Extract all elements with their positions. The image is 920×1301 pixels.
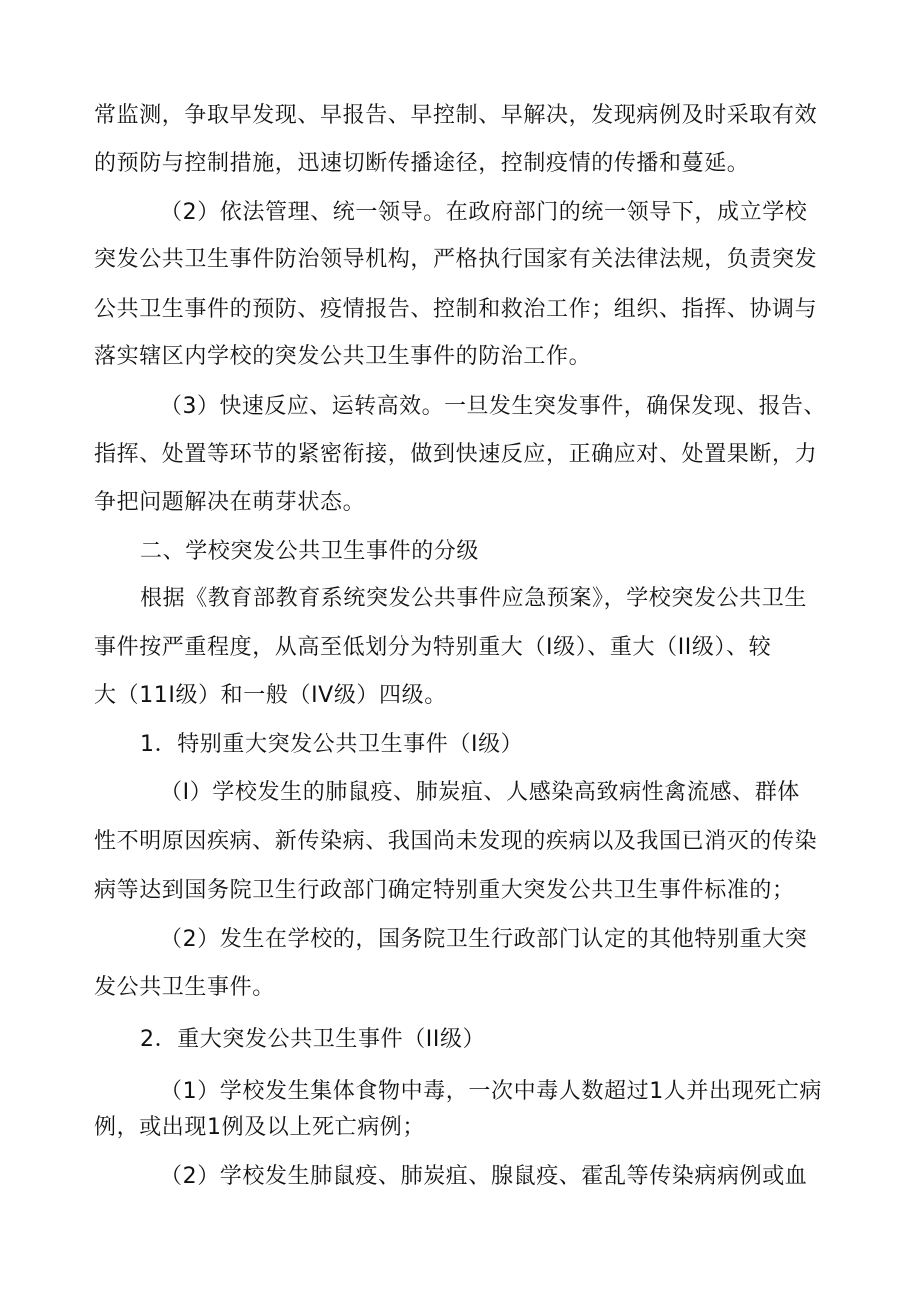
text-line-8: 指挥、处置等环节的紧密衔接，做到快速反应，正确应对、处置果断，力: [94, 442, 818, 467]
subsection-heading-1: 1．特别重大突发公共卫生事件（I级）: [140, 732, 524, 757]
text-line-2: 的预防与控制措施，迅速切断传播途径，控制疫情的传播和蔓延。: [94, 151, 750, 176]
text-line-6: 落实辖区内学校的突发公共卫生事件的防治工作。: [94, 344, 592, 369]
text-line-15: （I）学校发生的肺鼠疫、肺炭疽、人感染高致病性禽流感、群体: [160, 780, 800, 805]
text-line-12: 事件按严重程度，从高至低划分为特别重大（I级）、重大（II级）、较: [94, 635, 772, 660]
text-line-23: （2）学校发生肺鼠疫、肺炭疽、腺鼠疫、霍乱等传染病病例或血: [160, 1164, 808, 1189]
text-line-5: 公共卫生事件的预防、疫情报告、控制和救治工作；组织、指挥、协调与: [94, 297, 818, 322]
section-heading: 二、学校突发公共卫生事件的分级: [140, 539, 480, 564]
text-line-19: 发公共卫生事件。: [94, 975, 275, 1000]
text-line-1: 常监测，争取早发现、早报告、早控制、早解决，发现病例及时采取有效: [94, 103, 818, 128]
text-line-22: 例，或出现1例及以上死亡病例；: [94, 1115, 425, 1140]
text-line-4: 突发公共卫生事件防治领导机构，严格执行国家有关法律法规，负责突发: [94, 247, 818, 272]
text-line-7: （3）快速反应、运转高效。一旦发生突发事件，确保发现、报告、: [160, 394, 826, 419]
subsection-heading-2: 2．重大突发公共卫生事件（II级）: [140, 1027, 486, 1052]
text-line-17: 病等达到国务院卫生行政部门确定特别重大突发公共卫生事件标准的；: [94, 878, 795, 903]
text-line-3: （2）依法管理、统一领导。在政府部门的统一领导下，成立学校: [160, 200, 808, 225]
text-line-21: （1）学校发生集体食物中毒，一次中毒人数超过1人并出现死亡病: [160, 1079, 822, 1104]
text-line-13: 大（11I级）和一般（IV级）四级。: [94, 683, 447, 708]
text-line-11: 根据《教育部教育系统突发公共事件应急预案》，学校突发公共卫生: [140, 586, 808, 611]
text-line-18: （2）发生在学校的，国务院卫生行政部门认定的其他特别重大突: [160, 927, 808, 952]
text-line-16: 性不明原因疾病、新传染病、我国尚未发现的疾病以及我国已消灭的传染: [94, 829, 818, 854]
text-line-9: 争把问题解决在萌芽状态。: [94, 490, 366, 515]
